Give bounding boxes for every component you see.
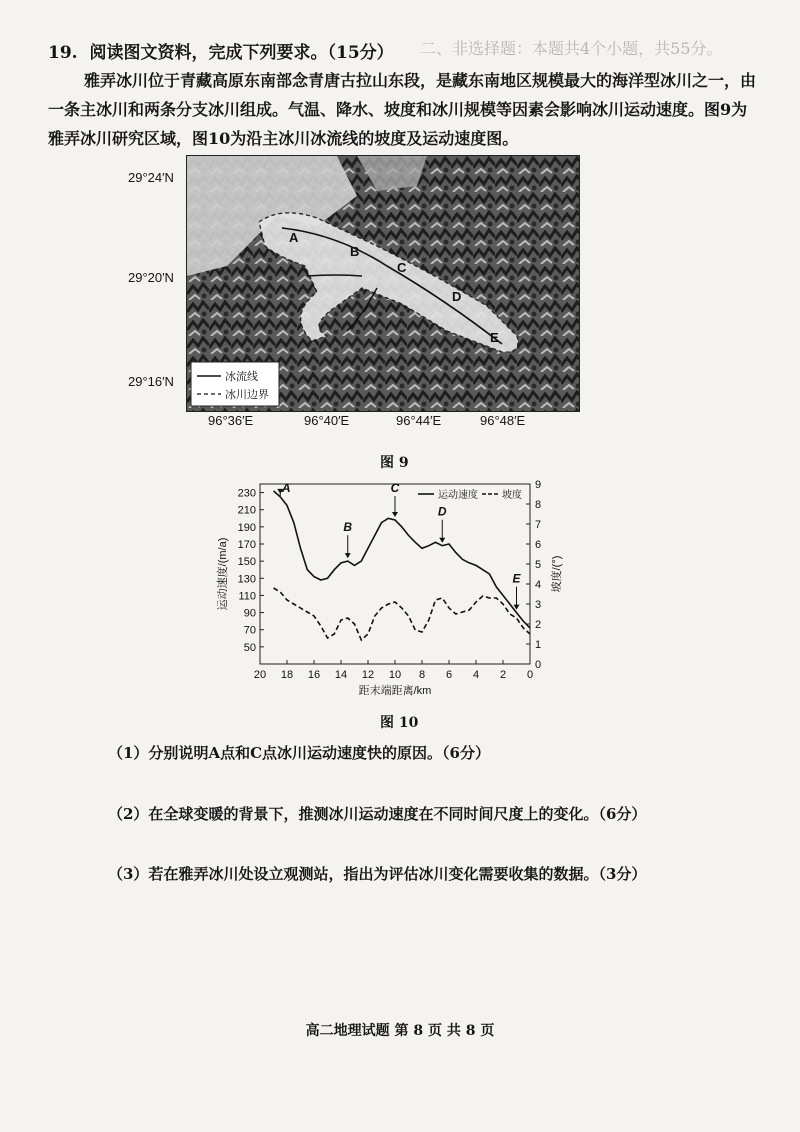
x-tick-label: 18: [280, 669, 294, 681]
x-tick-label: 14: [334, 669, 348, 681]
y2-tick-label: 1: [535, 639, 542, 651]
x-axis-label: 距末端距离/km: [358, 685, 432, 697]
legend-speed-label: 运动速度: [438, 490, 478, 501]
question-header: [48, 38, 394, 63]
sub-question-3: （3）若在雅弄冰川处设立观测站，指出为评估冰川变化需要收集的数据。（3分）: [108, 865, 647, 883]
annotation-arrowhead: [392, 512, 398, 517]
x-tick-label: 4: [472, 669, 480, 681]
y2-tick-label: 3: [535, 599, 542, 611]
legend-slope-label: 坡度: [502, 490, 522, 501]
x-tick-label: 10: [388, 669, 402, 681]
annotation-label-d: D: [437, 504, 447, 519]
y-tick-label: 110: [238, 590, 256, 603]
bleed-through-text: 二、非选择题：本题共4个小题，共55分。: [420, 39, 723, 58]
chart-series: [274, 491, 531, 640]
question-number: 19.: [48, 43, 78, 63]
y-tick-label: 130: [237, 573, 256, 586]
x-tick-label: 20: [253, 669, 267, 681]
figure9-caption: 图 9: [380, 455, 409, 471]
chart-annotations: [277, 481, 521, 610]
y2-tick-label: 0: [535, 659, 542, 671]
y2-tick-label: 4: [535, 579, 542, 591]
annotation-arrowhead: [439, 538, 445, 543]
x-tick-label: 0: [526, 669, 534, 681]
y-tick-label: 210: [237, 504, 256, 517]
annotation-label-b: B: [343, 520, 353, 535]
y2-axis-label: 坡度/(°): [551, 555, 563, 593]
y-tick-label: 190: [237, 521, 256, 534]
figure10-caption: 图 10: [380, 715, 419, 731]
glacier-map: [186, 155, 580, 412]
lon-label-2: 96°40′E: [304, 413, 350, 428]
lon-label-3: 96°44′E: [396, 413, 442, 428]
annotation-arrowhead: [345, 553, 351, 558]
y2-tick-label: 2: [535, 619, 542, 631]
x-tick-label: 8: [418, 669, 426, 681]
lon-label-1: 96°36′E: [208, 413, 254, 428]
speed-slope-chart: [200, 478, 580, 698]
chart-axes: [215, 479, 563, 697]
y-tick-label: 150: [237, 556, 256, 569]
y2-tick-label: 5: [535, 559, 542, 571]
y2-tick-label: 7: [535, 519, 542, 531]
map-point-a: A: [289, 230, 299, 245]
slope-series-line: [274, 588, 531, 640]
y-axis-label: 运动速度/(m/a): [217, 537, 229, 611]
legend-flowline-label: 冰流线: [225, 371, 258, 383]
annotation-label-c: C: [390, 481, 400, 495]
y-tick-label: 230: [237, 487, 256, 500]
y-tick-label: 170: [237, 539, 256, 551]
y2-tick-label: 9: [535, 479, 542, 491]
x-tick-label: 16: [307, 669, 321, 681]
x-tick-label: 2: [499, 669, 507, 681]
x-tick-label: 12: [361, 669, 375, 681]
lat-label-1: 29°24′N: [128, 170, 174, 185]
legend-boundary-label: 冰川边界: [225, 389, 269, 401]
map-point-d: D: [452, 289, 462, 304]
annotation-label-a: A: [281, 481, 291, 495]
y-tick-label: 50: [243, 641, 256, 654]
map-legend: [191, 362, 279, 406]
chart-legend: [418, 488, 522, 501]
lat-label-2: 29°20′N: [128, 270, 174, 285]
y-tick-label: 70: [243, 624, 256, 637]
map-point-c: C: [397, 260, 407, 275]
sub-question-2: （2）在全球变暖的背景下，推测冰川运动速度在不同时间尺度上的变化。（6分）: [108, 805, 647, 823]
page-footer: 高二地理试题 第 8 页 共 8 页: [305, 1023, 495, 1039]
question-paragraph: 雅弄冰川位于青藏高原东南部念青唐古拉山东段，是藏东南地区规模最大的海洋型冰川之一，由一条主冰川和两条分支冰川组成。气温、降水、坡度和冰川规模等因素会影响冰川运动速度。图9为雅弄冰川研究区域，图10为沿主冰川冰流线的坡度及运动速度图。: [48, 71, 757, 148]
lon-label-4: 96°48′E: [480, 413, 526, 428]
map-point-b: B: [350, 244, 360, 259]
lat-label-3: 29°16′N: [128, 374, 174, 389]
sub-question-1: （1）分别说明A点和C点冰川运动速度快的原因。（6分）: [108, 744, 490, 762]
y2-tick-label: 6: [535, 539, 542, 551]
glacier-map-svg: [187, 156, 579, 411]
annotation-label-e: E: [512, 571, 521, 586]
x-tick-label: 6: [445, 669, 453, 681]
y-tick-label: 90: [243, 607, 256, 620]
map-point-e: E: [490, 330, 499, 345]
question-title: 阅读图文资料，完成下列要求。（15分）: [89, 43, 394, 63]
y2-tick-label: 8: [535, 499, 542, 511]
